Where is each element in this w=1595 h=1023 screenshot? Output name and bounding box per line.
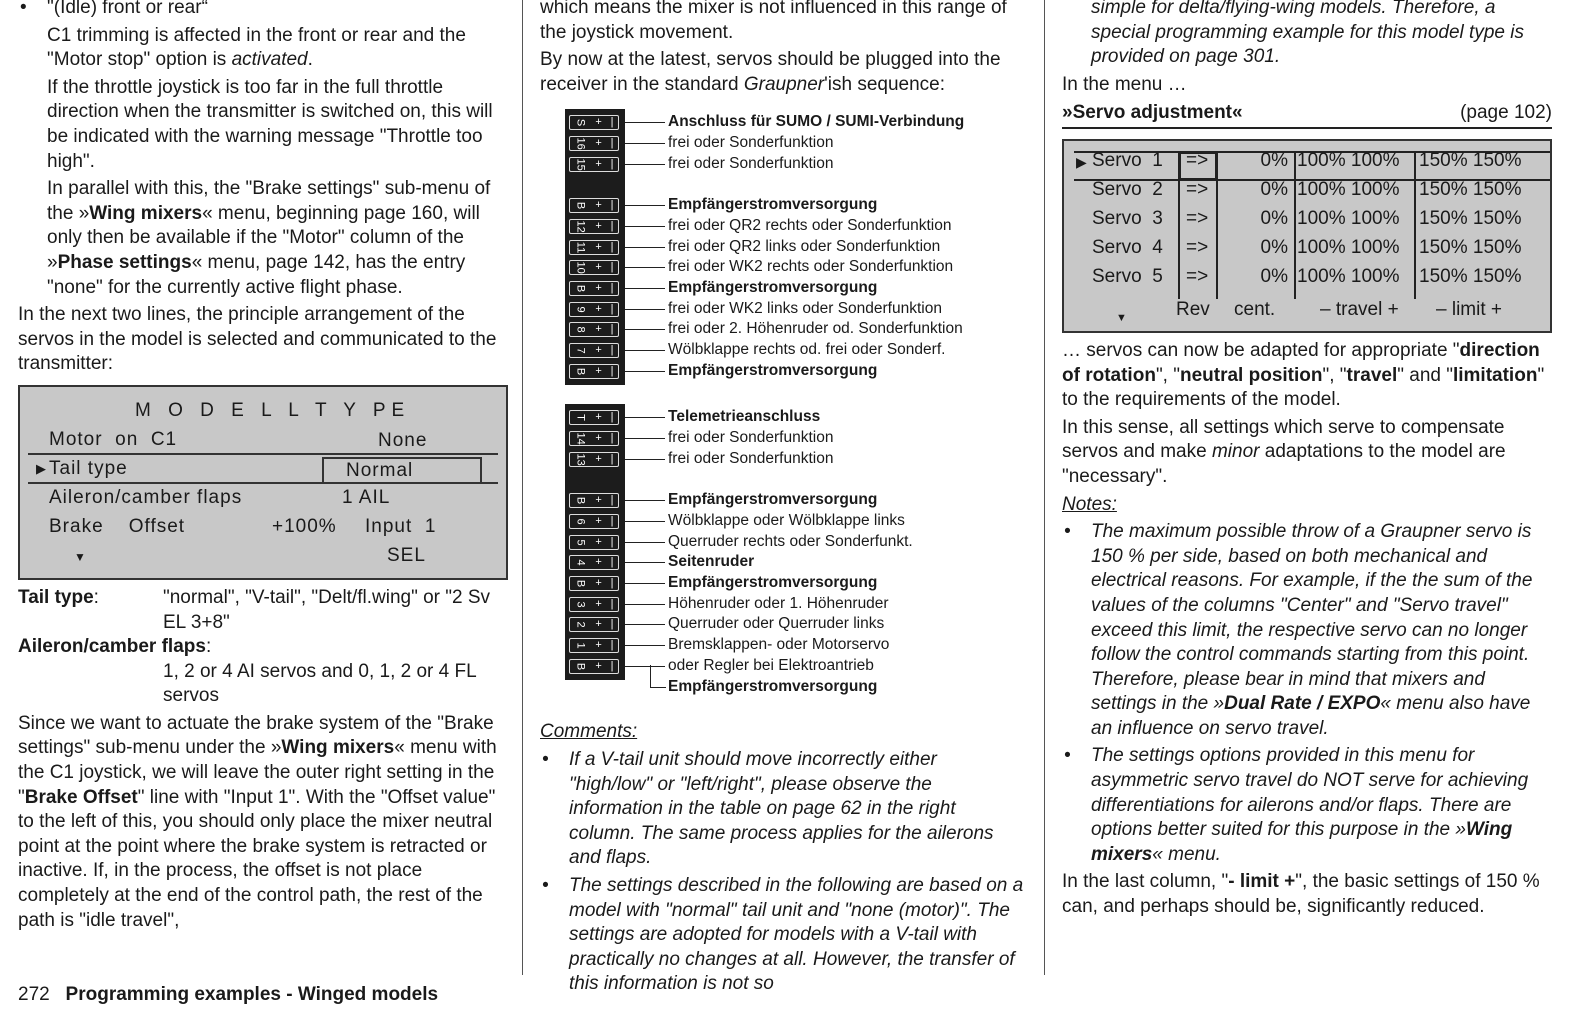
center-value[interactable]: 0% bbox=[1260, 178, 1288, 200]
lead-line bbox=[625, 329, 665, 330]
receiver-block-top bbox=[565, 109, 625, 385]
connector-pin: + bbox=[595, 659, 602, 672]
center-value[interactable]: 0% bbox=[1260, 149, 1288, 171]
lead-line bbox=[625, 624, 665, 625]
receiver-connector bbox=[569, 597, 619, 612]
lead-line bbox=[625, 604, 665, 605]
paragraph bbox=[1062, 416, 1552, 490]
receiver-connector bbox=[569, 555, 619, 570]
connector-pin: | bbox=[610, 535, 614, 548]
limit-value[interactable]: 150% 150% bbox=[1419, 236, 1522, 258]
lead-line bbox=[625, 309, 665, 310]
connector-pin: + bbox=[595, 302, 602, 315]
connector-pin: B bbox=[574, 579, 587, 588]
receiver-label: frei oder Sonderfunktion bbox=[668, 429, 834, 447]
text-run: In the menu … bbox=[1062, 73, 1187, 95]
motor-value[interactable]: None bbox=[378, 429, 428, 451]
receiver-diagram bbox=[540, 100, 1025, 720]
lead-line bbox=[625, 438, 665, 439]
receiver-label: Bremsklappen- oder Motorservo bbox=[668, 636, 890, 654]
connector-pin: | bbox=[610, 452, 614, 465]
connector-pin: | bbox=[610, 137, 614, 150]
cursor-arrow-icon: ▶ bbox=[36, 460, 47, 476]
text-run: . bbox=[307, 49, 313, 71]
text-run: ", the basic settings of 150 % can, and perhaps should be, significantly reduced. bbox=[1062, 871, 1540, 918]
receiver-connector bbox=[569, 115, 619, 130]
text-run: … servos can now be adapted for appropriate " bbox=[1062, 339, 1460, 361]
connector-pin: B bbox=[574, 202, 587, 210]
heading-title: »Servo adjustment« bbox=[1062, 102, 1243, 124]
connector-pin: | bbox=[610, 281, 614, 294]
page-footer bbox=[18, 983, 438, 1008]
text-run: The settings options provided in this menu for asymmetric servo travel do NOT serve for achieving differentiations for ailerons and/or flaps. There are options better suited for this purpose in the » bbox=[1091, 745, 1529, 841]
limit-label: – limit + bbox=[1436, 298, 1502, 320]
text-run: " to the requirements of the model. bbox=[1062, 364, 1545, 411]
text-run: Wing mixers bbox=[1091, 819, 1513, 865]
text-run: minor bbox=[1211, 441, 1260, 463]
connector-pin: + bbox=[595, 219, 602, 232]
connector-pin: | bbox=[610, 199, 614, 212]
paragraph bbox=[18, 76, 508, 174]
text-run: ", " bbox=[1155, 364, 1180, 386]
receiver-connector bbox=[569, 617, 619, 632]
rev-value[interactable]: => bbox=[1186, 265, 1209, 287]
down-arrow-icon[interactable]: ▼ bbox=[74, 549, 87, 564]
connector-pin: | bbox=[610, 618, 614, 631]
connector-pin: 14 bbox=[574, 432, 587, 445]
receiver-label: frei oder 2. Höhenruder od. Sonderfunktion bbox=[668, 320, 963, 338]
lead-line bbox=[625, 164, 665, 165]
text-run: In the next two lines, the principle arrangement of the servos in the model is selected and communicated to the transmitter: bbox=[18, 304, 497, 375]
receiver-connector bbox=[569, 343, 619, 358]
term: Aileron/camber flaps bbox=[18, 636, 206, 658]
text-run: In this sense, all settings which serve to compensate servos and make bbox=[1062, 416, 1505, 463]
travel-label: – travel + bbox=[1320, 298, 1399, 320]
center-value[interactable]: 0% bbox=[1260, 265, 1288, 287]
cursor-arrow-icon: ▶ bbox=[1076, 153, 1087, 170]
text-run: adaptations to the model are "necessary". bbox=[1062, 441, 1506, 487]
column-1 bbox=[18, 0, 508, 936]
limit-value[interactable]: 150% 150% bbox=[1419, 207, 1522, 229]
paragraph bbox=[18, 712, 508, 933]
comments-title: Comments: bbox=[540, 721, 638, 743]
connector-pin: 8 bbox=[574, 326, 587, 333]
connector-pin: + bbox=[595, 535, 602, 548]
text-run: If the throttle joystick is too far in the full throttle direction when the transmitter is switched on, this will be indicated with the warning message "Throttle too high". bbox=[47, 76, 493, 172]
note-bullet bbox=[1062, 520, 1552, 741]
receiver-block-bottom bbox=[565, 404, 625, 680]
servo-name: Servo 5 bbox=[1092, 265, 1163, 287]
text-run: activated bbox=[231, 49, 308, 71]
text-run: 'ish sequence: bbox=[824, 73, 945, 95]
connector-pin: | bbox=[610, 597, 614, 610]
servo-name: Servo 4 bbox=[1092, 236, 1163, 258]
colon: : bbox=[93, 586, 99, 608]
aileron-label: Aileron/camber flaps bbox=[49, 486, 243, 508]
connector-pin: + bbox=[595, 344, 602, 357]
receiver-label: frei oder Sonderfunktion bbox=[668, 449, 834, 467]
text-run: « menu, page 142, has the entry "none" for the currently active flight phase. bbox=[47, 251, 466, 298]
connector-pin: B bbox=[574, 284, 587, 293]
lead-line bbox=[650, 687, 666, 688]
connector-pin: 12 bbox=[574, 220, 587, 233]
lead-line bbox=[625, 350, 665, 351]
receiver-label: oder Regler bei Elektroantrieb bbox=[668, 656, 874, 674]
page-number: 272 bbox=[18, 984, 50, 1005]
receiver-connector bbox=[569, 281, 619, 296]
receiver-label: Empfängerstromversorgung bbox=[668, 491, 878, 509]
connector-pin: + bbox=[595, 137, 602, 150]
travel-value[interactable]: 100% 100% bbox=[1297, 236, 1400, 258]
brake-input-value[interactable]: Input 1 bbox=[365, 515, 437, 537]
lead-line bbox=[625, 247, 665, 248]
connector-pin: | bbox=[610, 639, 614, 652]
column-divider bbox=[522, 0, 523, 975]
receiver-connector bbox=[569, 364, 619, 379]
definition: "normal", "V-tail", "Delt/fl.wing" or "2 Sv EL 3+8" bbox=[163, 586, 491, 633]
note-bullet bbox=[1062, 744, 1552, 867]
sel-label[interactable]: SEL bbox=[387, 544, 426, 566]
receiver-label: frei oder Sonderfunktion bbox=[668, 134, 834, 152]
lead-line bbox=[625, 122, 665, 123]
text-run: Graupner bbox=[743, 73, 825, 95]
connector-pin: 2 bbox=[574, 621, 587, 628]
divider bbox=[1294, 151, 1296, 299]
travel-value[interactable]: 100% 100% bbox=[1297, 207, 1400, 229]
connector-pin: 10 bbox=[574, 261, 587, 275]
text-run: which means the mixer is not influenced in this range of the joystick movement. bbox=[540, 0, 1007, 43]
connector-pin: 15 bbox=[574, 158, 587, 171]
lead-line bbox=[625, 666, 665, 667]
servo-name: Servo 1 bbox=[1092, 149, 1163, 171]
connector-pin: + bbox=[595, 618, 602, 631]
lead-line bbox=[625, 562, 665, 563]
column-divider bbox=[1044, 0, 1045, 975]
term: Tail type bbox=[18, 586, 94, 608]
center-value[interactable]: 0% bbox=[1260, 236, 1288, 258]
lead-line bbox=[625, 288, 665, 289]
servo-adjustment-screen bbox=[1062, 139, 1552, 333]
text-run: In the last column, " bbox=[1062, 871, 1229, 893]
paragraph bbox=[18, 303, 508, 377]
text-run: If a V-tail unit should move incorrectly either "high/low" or "left/right", please observe the information in the table on page 62 in the right column. The same process applies for the ailerons and flaps. bbox=[569, 748, 994, 869]
receiver-connector bbox=[569, 638, 619, 653]
connector-pin: | bbox=[610, 116, 614, 129]
connector-pin: 9 bbox=[574, 306, 587, 313]
travel-value[interactable]: 100% 100% bbox=[1297, 265, 1400, 287]
lead-line bbox=[625, 267, 665, 268]
connector-pin: + bbox=[595, 240, 602, 253]
receiver-label: Empfängerstromversorgung bbox=[668, 196, 878, 214]
lead-line bbox=[625, 143, 665, 144]
travel-value[interactable]: 100% 100% bbox=[1297, 178, 1400, 200]
receiver-connector bbox=[569, 136, 619, 151]
connector-pin: B bbox=[574, 497, 587, 505]
text-run: Since we want to actuate the brake system of the "Brake settings" sub-menu under the » bbox=[18, 712, 494, 759]
connector-pin: + bbox=[595, 639, 602, 652]
comment-bullet bbox=[540, 748, 1025, 871]
text-run: C1 trimming is affected in the front or rear and the "Motor stop" option is bbox=[47, 24, 466, 71]
connector-pin: + bbox=[595, 364, 602, 377]
connector-pin: | bbox=[610, 576, 614, 589]
connector-pin: 11 bbox=[574, 241, 587, 253]
connector-pin: + bbox=[595, 199, 602, 212]
paragraph bbox=[18, 24, 508, 73]
connector-pin: 4 bbox=[574, 559, 587, 566]
text-run: limitation bbox=[1452, 364, 1538, 386]
connector-pin: | bbox=[610, 219, 614, 232]
paragraph bbox=[1062, 0, 1552, 70]
limit-value[interactable]: 150% 150% bbox=[1419, 178, 1522, 200]
lead-line bbox=[625, 542, 665, 543]
connector-pin: | bbox=[610, 157, 614, 170]
receiver-label: frei oder QR2 links oder Sonderfunktion bbox=[668, 237, 941, 255]
receiver-label: Anschluss für SUMO / SUMI-Verbindung bbox=[668, 113, 965, 131]
text-run: In parallel with this, the "Brake settings" sub-menu of the » bbox=[47, 178, 491, 224]
receiver-connector bbox=[569, 198, 619, 213]
text-run: The settings described in the following are based on a model with "normal" tail unit and "none (motor)". The settings are adopted for models with a V-tail with practically no changes at all. However, the transfer of this information is not so bbox=[569, 874, 1024, 995]
text-run: " and " bbox=[1397, 364, 1453, 386]
receiver-connector bbox=[569, 302, 619, 317]
receiver-connector bbox=[569, 240, 619, 255]
lead-line bbox=[650, 665, 651, 687]
connector-pin: + bbox=[595, 452, 602, 465]
receiver-connector bbox=[569, 260, 619, 275]
lead-line bbox=[625, 645, 665, 646]
connector-pin: B bbox=[574, 367, 587, 375]
receiver-label: frei oder WK2 rechts oder Sonderfunktion bbox=[668, 258, 954, 276]
lead-line bbox=[625, 500, 665, 501]
connector-pin: | bbox=[610, 659, 614, 672]
notes-title: Notes: bbox=[1062, 493, 1117, 515]
receiver-label: Wölbklappe rechts od. frei oder Sonderf. bbox=[668, 341, 946, 359]
connector-pin: | bbox=[610, 514, 614, 527]
paragraph bbox=[1062, 870, 1552, 919]
connector-pin: | bbox=[610, 261, 614, 274]
receiver-connector bbox=[569, 219, 619, 234]
receiver-label: Empfängerstromversorgung bbox=[668, 361, 878, 379]
connector-pin: | bbox=[610, 302, 614, 315]
lead-line bbox=[625, 521, 665, 522]
connector-pin: | bbox=[610, 411, 614, 424]
receiver-label: frei oder Sonderfunktion bbox=[668, 154, 834, 172]
receiver-connector bbox=[569, 452, 619, 467]
rev-value[interactable]: => bbox=[1186, 149, 1209, 171]
connector-pin: 13 bbox=[574, 453, 587, 466]
tail-type-label: Tail type bbox=[49, 457, 128, 479]
comment-bullet bbox=[540, 874, 1025, 997]
connector-pin: + bbox=[595, 261, 602, 274]
cent-label: cent. bbox=[1234, 298, 1276, 320]
receiver-label: Empfängerstromversorgung bbox=[668, 278, 878, 296]
text-run: " line with "Input 1". With the "Offset value" to the left of this, you should only place the mixer neutral point at the point where the brake system is retracted or inactive. If, in the process, the offset is not place completely at the end of the control path, the rest of the path is "idle travel", bbox=[18, 786, 496, 931]
bullet-idle bbox=[18, 0, 508, 21]
receiver-label: Querruder rechts oder Sonderfunkt. bbox=[668, 532, 913, 550]
connector-pin: | bbox=[610, 556, 614, 569]
connector-pin: | bbox=[610, 323, 614, 336]
servo-name: Servo 3 bbox=[1092, 207, 1163, 229]
column-3 bbox=[1062, 0, 1552, 923]
text-run: « menu, beginning page 160, will only then be available if the "Motor" column of the » bbox=[47, 202, 480, 273]
text-run: « menu. bbox=[1152, 843, 1221, 865]
connector-pin: | bbox=[610, 240, 614, 253]
tail-type-value[interactable]: Normal bbox=[322, 457, 482, 484]
divider bbox=[1414, 151, 1416, 299]
connector-pin: 1 bbox=[574, 642, 587, 649]
heading-page: (page 102) bbox=[1460, 102, 1552, 124]
connector-pin: + bbox=[595, 556, 602, 569]
paragraph bbox=[18, 177, 508, 300]
model-type-screen bbox=[18, 385, 508, 580]
connector-pin: | bbox=[610, 494, 614, 507]
receiver-connector bbox=[569, 157, 619, 172]
text-run: By now at the latest, servos should be plugged into the receiver in the standard bbox=[540, 49, 1001, 95]
receiver-connector bbox=[569, 410, 619, 425]
section-heading bbox=[1062, 101, 1552, 129]
rev-value[interactable]: => bbox=[1186, 236, 1209, 258]
receiver-connector bbox=[569, 535, 619, 550]
text-run: Wing mixers bbox=[281, 737, 395, 759]
definition: 1, 2 or 4 AI servos and 0, 1, 2 or 4 FL servos bbox=[163, 660, 476, 707]
text-run: "(Idle) front or rear“ bbox=[47, 0, 208, 18]
receiver-label: frei oder WK2 links oder Sonderfunktion bbox=[668, 299, 942, 317]
text-run: - limit + bbox=[1228, 871, 1296, 893]
text-run: Phase settings bbox=[57, 251, 192, 273]
colon: : bbox=[205, 636, 212, 658]
text-run: ", " bbox=[1322, 364, 1347, 386]
receiver-label: Wölbklappe oder Wölbklappe links bbox=[668, 511, 905, 529]
connector-pin: 16 bbox=[574, 137, 587, 150]
connector-pin: + bbox=[595, 116, 602, 129]
receiver-connector bbox=[569, 659, 619, 674]
rev-value[interactable]: => bbox=[1186, 207, 1209, 229]
connector-pin: S bbox=[574, 119, 587, 127]
servo-name: Servo 2 bbox=[1092, 178, 1163, 200]
receiver-label: Empfängerstromversorgung bbox=[668, 573, 878, 591]
receiver-label: Höhenruder oder 1. Höhenruder bbox=[668, 594, 889, 612]
brake-label: Brake Offset bbox=[49, 515, 186, 537]
connector-pin: + bbox=[595, 281, 602, 294]
definition-aileron bbox=[18, 635, 508, 660]
down-arrow-icon[interactable]: ▼ bbox=[1116, 311, 1127, 324]
receiver-label: Empfängerstromversorgung bbox=[668, 678, 878, 696]
connector-pin: | bbox=[610, 344, 614, 357]
receiver-label: frei oder QR2 rechts oder Sonderfunktion bbox=[668, 216, 952, 234]
connector-pin: + bbox=[595, 411, 602, 424]
receiver-connector bbox=[569, 514, 619, 529]
text-run: Brake Offset bbox=[24, 786, 138, 808]
receiver-connector bbox=[569, 322, 619, 337]
definition-tail-type bbox=[18, 586, 508, 635]
limit-value[interactable]: 150% 150% bbox=[1419, 149, 1522, 171]
paragraph bbox=[1062, 73, 1552, 98]
center-value[interactable]: 0% bbox=[1260, 207, 1288, 229]
lead-line bbox=[625, 371, 665, 372]
paragraph bbox=[540, 48, 1025, 97]
connector-pin: + bbox=[595, 157, 602, 170]
connector-pin: + bbox=[595, 514, 602, 527]
text-run: The maximum possible throw of a Graupner servo is 150 % per side, based on both mechanical and electrical reasons. For example, if the the sum of the values of the columns "Center" and "Servo travel" exceed this limit, the respective servo can no longer follow the control commands starting from this point. Therefore, please bear in mind that mixers and settings in the » bbox=[1091, 521, 1533, 715]
receiver-label: Seitenruder bbox=[668, 553, 755, 571]
footer-title: Programming examples - Winged models bbox=[65, 984, 439, 1005]
paragraph bbox=[540, 0, 1025, 45]
connector-pin: 5 bbox=[574, 539, 587, 546]
rev-label: Rev bbox=[1176, 298, 1210, 320]
rev-value[interactable]: => bbox=[1186, 178, 1209, 200]
connector-pin: 3 bbox=[574, 601, 587, 608]
connector-pin: | bbox=[610, 364, 614, 377]
connector-pin: | bbox=[610, 432, 614, 445]
text-run: Wing mixers bbox=[89, 202, 203, 224]
paragraph bbox=[1062, 339, 1552, 413]
connector-pin: 6 bbox=[574, 518, 587, 525]
text-run: Dual Rate / EXPO bbox=[1224, 693, 1381, 715]
text-run: direction of rotation bbox=[1062, 339, 1540, 386]
receiver-connector bbox=[569, 431, 619, 446]
connector-pin: + bbox=[595, 323, 602, 336]
connector-pin: + bbox=[595, 597, 602, 610]
lead-line bbox=[625, 583, 665, 584]
text-run: simple for delta/flying-wing models. Therefore, a special programming example for this model type is provided on page 301. bbox=[1091, 0, 1524, 68]
receiver-connector bbox=[569, 576, 619, 591]
receiver-connector bbox=[569, 493, 619, 508]
aileron-value[interactable]: 1 AIL bbox=[342, 486, 391, 508]
screen-title: M O D E L L T Y PE bbox=[135, 399, 411, 421]
column-2 bbox=[540, 0, 1025, 1000]
text-run: neutral position bbox=[1179, 364, 1323, 386]
connector-pin: + bbox=[595, 494, 602, 507]
connector-pin: B bbox=[574, 662, 587, 670]
connector-pin: T bbox=[574, 414, 587, 422]
lead-line bbox=[625, 459, 665, 460]
lead-line bbox=[625, 205, 665, 206]
lead-line bbox=[625, 226, 665, 227]
lead-line bbox=[625, 417, 665, 418]
text-run: « menu also have an influence on servo travel. bbox=[1091, 693, 1531, 739]
connector-pin: 7 bbox=[574, 347, 587, 354]
connector-pin: + bbox=[595, 576, 602, 589]
text-run: travel bbox=[1346, 364, 1398, 386]
travel-value[interactable]: 100% 100% bbox=[1297, 149, 1400, 171]
limit-value[interactable]: 150% 150% bbox=[1419, 265, 1522, 287]
text-run: « menu with the C1 joystick, we will leave the outer right setting in the " bbox=[18, 737, 497, 808]
receiver-label: Telemetrieanschluss bbox=[668, 408, 821, 426]
receiver-label: Querruder oder Querruder links bbox=[668, 615, 885, 633]
brake-offset-value[interactable]: +100% bbox=[272, 515, 337, 537]
motor-label: Motor on C1 bbox=[49, 428, 178, 450]
connector-pin: + bbox=[595, 432, 602, 445]
